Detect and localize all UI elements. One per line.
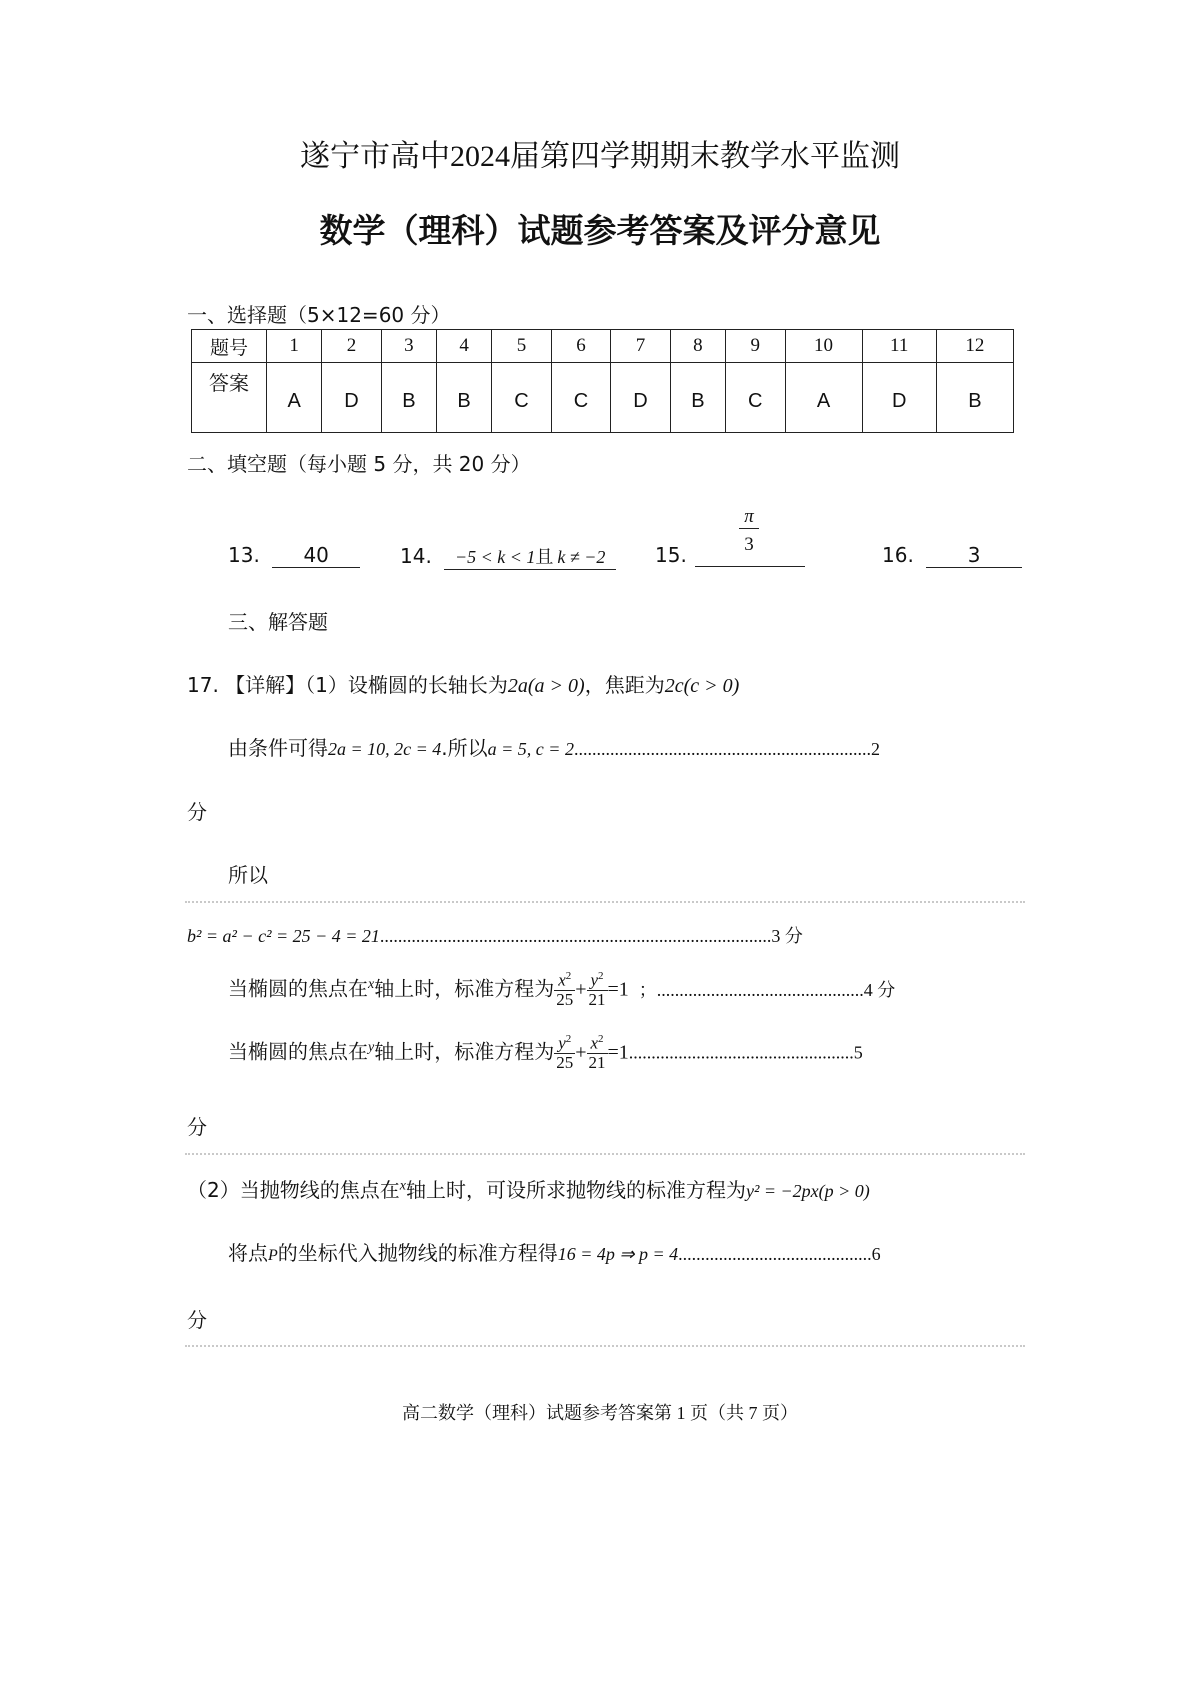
line6-var: y bbox=[368, 1039, 375, 1055]
q14-answer-mid: 且 bbox=[535, 547, 554, 568]
table-cell-answer: D bbox=[862, 363, 936, 433]
line5-frac2: $\frac{y^2}{21}$ bbox=[588, 970, 606, 1010]
table-cell-answer: A bbox=[267, 363, 322, 433]
q15-numerator: π bbox=[739, 506, 759, 529]
line2-math2: a = 5, c = 2 bbox=[487, 739, 574, 759]
q17-line5: 当椭圆的焦点在$^x$轴上时，标准方程为 $\frac{x^2}{25}$ + $\frac{y^2}{21}$ =1 ；..............................................4 分 bbox=[228, 970, 896, 1010]
table-label-answer: 答案 bbox=[192, 363, 267, 433]
line6-text: 当椭圆的焦点在 bbox=[228, 1039, 368, 1064]
line8-var: P bbox=[268, 1247, 278, 1264]
answer-table bbox=[191, 329, 1014, 433]
q14-answer bbox=[444, 543, 616, 570]
q17-intro-text: 17. 【详解】（1）设椭圆的长轴长为 bbox=[187, 673, 508, 697]
line2-text2: .所以 bbox=[441, 736, 488, 760]
q15-answer bbox=[695, 506, 805, 567]
line8-text2: 的坐标代入抛物线的标准方程得 bbox=[277, 1241, 558, 1265]
table-cell-number: 6 bbox=[551, 330, 611, 363]
q17-line4 bbox=[187, 922, 803, 948]
table-cell-number: 4 bbox=[436, 330, 491, 363]
fill-q16 bbox=[882, 543, 1022, 568]
q17-line3: 所以 bbox=[228, 863, 268, 887]
table-cell-answer: B bbox=[670, 363, 725, 433]
q16-answer: 3 bbox=[926, 543, 1022, 568]
table-cell-number: 5 bbox=[492, 330, 552, 363]
q17-part2-line2 bbox=[228, 1237, 881, 1266]
line6-score-dots: ..................................................5 bbox=[628, 1042, 863, 1063]
q16-number: 16. bbox=[882, 543, 914, 567]
table-cell-answer: C bbox=[492, 363, 552, 433]
fill-q15-number: 15. bbox=[655, 543, 687, 567]
document-title: 遂宁市高中2024届第四学期期末教学水平监测 bbox=[300, 140, 900, 173]
table-row-answers bbox=[192, 363, 1014, 433]
line7-text2: 轴上时，可设所求抛物线的标准方程为 bbox=[405, 1178, 746, 1202]
score-unit: 分 bbox=[187, 1115, 207, 1139]
table-cell-number: 3 bbox=[381, 330, 436, 363]
line2-text: 由条件可得 bbox=[228, 736, 328, 760]
line5-score-dots: ；..............................................4 分 bbox=[638, 979, 896, 1000]
table-cell-number: 12 bbox=[936, 330, 1013, 363]
line5-var: x bbox=[368, 976, 375, 992]
q17-part2-line1 bbox=[187, 1174, 870, 1203]
line5-frac1: $\frac{x^2}{25}$ bbox=[556, 970, 574, 1010]
table-cell-answer: B bbox=[436, 363, 491, 433]
q15-denominator: 3 bbox=[744, 534, 754, 555]
line7-text: （2）当抛物线的焦点在 bbox=[187, 1178, 400, 1202]
line4-math: b² = a² − c² = 25 − 4 = 21 bbox=[187, 926, 380, 946]
table-cell-answer: D bbox=[611, 363, 671, 433]
section1-heading: 一、选择题（5×12=60 分） bbox=[187, 303, 451, 327]
line8-score-dots: ...........................................6 bbox=[678, 1244, 881, 1264]
table-cell-number: 11 bbox=[862, 330, 936, 363]
table-cell-answer: A bbox=[785, 363, 862, 433]
line2-score-dots: ..................................................................2 bbox=[573, 739, 880, 759]
q17-intro-math1: 2a(a > 0) bbox=[507, 675, 585, 697]
line6-text2: 轴上时，标准方程为 bbox=[374, 1039, 555, 1064]
dotted-divider bbox=[185, 1153, 1025, 1155]
line5-text2: 轴上时，标准方程为 bbox=[374, 976, 555, 1001]
q14-answer-left: −5 < k < 1 bbox=[454, 547, 536, 567]
page-footer: 高二数学（理科）试题参考答案第 1 页（共 7 页） bbox=[402, 1403, 798, 1423]
line6-frac2: $\frac{x^2}{21}$ bbox=[588, 1033, 606, 1073]
table-cell-answer: C bbox=[551, 363, 611, 433]
document-subtitle: 数学（理科）试题参考答案及评分意见 bbox=[319, 211, 881, 250]
score-unit: 分 bbox=[187, 800, 207, 824]
line8-text: 将点 bbox=[228, 1241, 268, 1265]
table-cell-number: 2 bbox=[322, 330, 382, 363]
line7-math: y² = −2px(p > 0) bbox=[745, 1181, 870, 1201]
section3-heading: 三、解答题 bbox=[228, 610, 328, 634]
fill-q14 bbox=[400, 543, 616, 570]
q17-intro bbox=[187, 669, 739, 698]
line2-math1: 2a = 10, 2c = 4 bbox=[328, 739, 442, 759]
section2-heading: 二、填空题（每小题 5 分，共 20 分） bbox=[187, 452, 531, 476]
dotted-divider bbox=[185, 901, 1025, 903]
line7-var: x bbox=[399, 1178, 406, 1194]
table-cell-number: 10 bbox=[785, 330, 862, 363]
table-cell-number: 8 bbox=[670, 330, 725, 363]
fill-q13 bbox=[228, 543, 360, 568]
dotted-divider bbox=[185, 1345, 1025, 1347]
q14-answer-right: k ≠ −2 bbox=[557, 547, 606, 567]
table-row-numbers bbox=[192, 330, 1014, 363]
q13-number: 13. bbox=[228, 543, 260, 567]
score-unit: 分 bbox=[187, 1308, 207, 1332]
q14-number: 14. bbox=[400, 544, 432, 568]
table-cell-number: 7 bbox=[611, 330, 671, 363]
q17-intro-math2: 2c(c > 0) bbox=[664, 675, 740, 697]
q17-intro-text2: ，焦距为 bbox=[584, 673, 665, 697]
table-cell-answer: B bbox=[381, 363, 436, 433]
table-cell-number: 1 bbox=[267, 330, 322, 363]
q17-line2 bbox=[228, 732, 880, 761]
table-label-number: 题号 bbox=[192, 330, 267, 363]
table-cell-answer: B bbox=[936, 363, 1013, 433]
table-cell-answer: D bbox=[322, 363, 382, 433]
line4-score-dots: .......................................................................................3 分 bbox=[379, 926, 803, 946]
q17-line6: 当椭圆的焦点在$^y$轴上时，标准方程为 $\frac{y^2}{25}$ + $\frac{x^2}{21}$ =1..................................................5 bbox=[228, 1033, 863, 1073]
table-cell-answer: C bbox=[726, 363, 786, 433]
table-cell-number: 9 bbox=[726, 330, 786, 363]
line8-math: 16 = 4p ⇒ p = 4 bbox=[557, 1244, 679, 1264]
line6-frac1: $\frac{y^2}{25}$ bbox=[556, 1033, 574, 1073]
line5-text: 当椭圆的焦点在 bbox=[228, 976, 368, 1001]
q13-answer: 40 bbox=[272, 543, 360, 568]
